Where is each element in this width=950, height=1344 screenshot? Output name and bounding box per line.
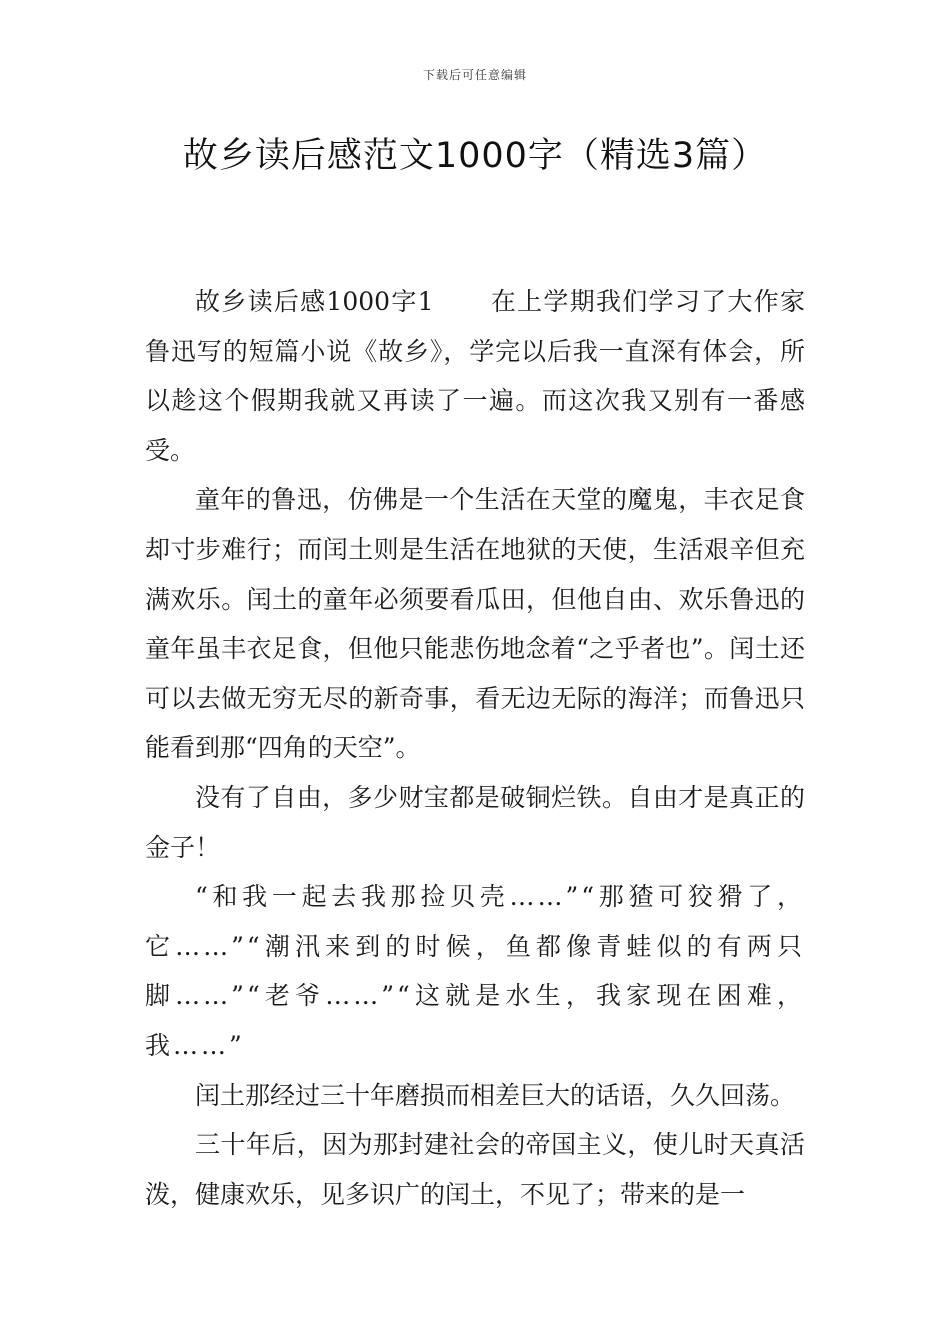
header-note: 下载后可任意编辑	[422, 68, 527, 82]
paragraph: 没有了自由，多少财宝都是破铜烂铁。自由才是真正的金子！	[145, 782, 805, 862]
paragraph: 童年的鲁迅，仿佛是一个生活在天堂的魔鬼，丰衣足食却寸步难行；而闰土则是生活在地狱的天使，生活艰辛但充满欢乐。闰土的童年必须要看瓜田，但他自由、欢乐鲁迅的童年虽丰衣足食，但他只能悲伤地念着“之乎者也”。闰土还可以去做无穷无尽的新奇事，看无边无际的海洋；而鲁迅只能看到那“四角的天空”。	[145, 485, 805, 763]
page-title: 故乡读后感范文1000字（精选3篇）	[182, 136, 768, 176]
section-heading: 故乡读后感1000字1	[195, 287, 434, 316]
paragraph-intro	[145, 277, 805, 475]
paragraph-dialogue: “和我一起去我那捡贝壳……”“那猹可狡猾了，它……”“潮汛来到的时候，鱼都像青蛙似的有两只脚……”“老爷……”“这就是水生，我家现在困难，我……”	[145, 882, 805, 1060]
document-body	[145, 277, 805, 1219]
paragraph: 三十年后，因为那封建社会的帝国主义，使儿时天真活泼，健康欢乐，见多识广的闰土，不见了；带来的是一	[145, 1130, 805, 1209]
paragraph: 闰土那经过三十年磨损而相差巨大的话语，久久回荡。	[195, 1080, 796, 1110]
paragraph-text: 在上学期我们学习了大作家鲁迅写的短篇小说《故乡》，学完以后我一直深有体会，所以趁这个假期我就又再读了一遍。而这次我又别有一番感受。	[145, 287, 805, 465]
